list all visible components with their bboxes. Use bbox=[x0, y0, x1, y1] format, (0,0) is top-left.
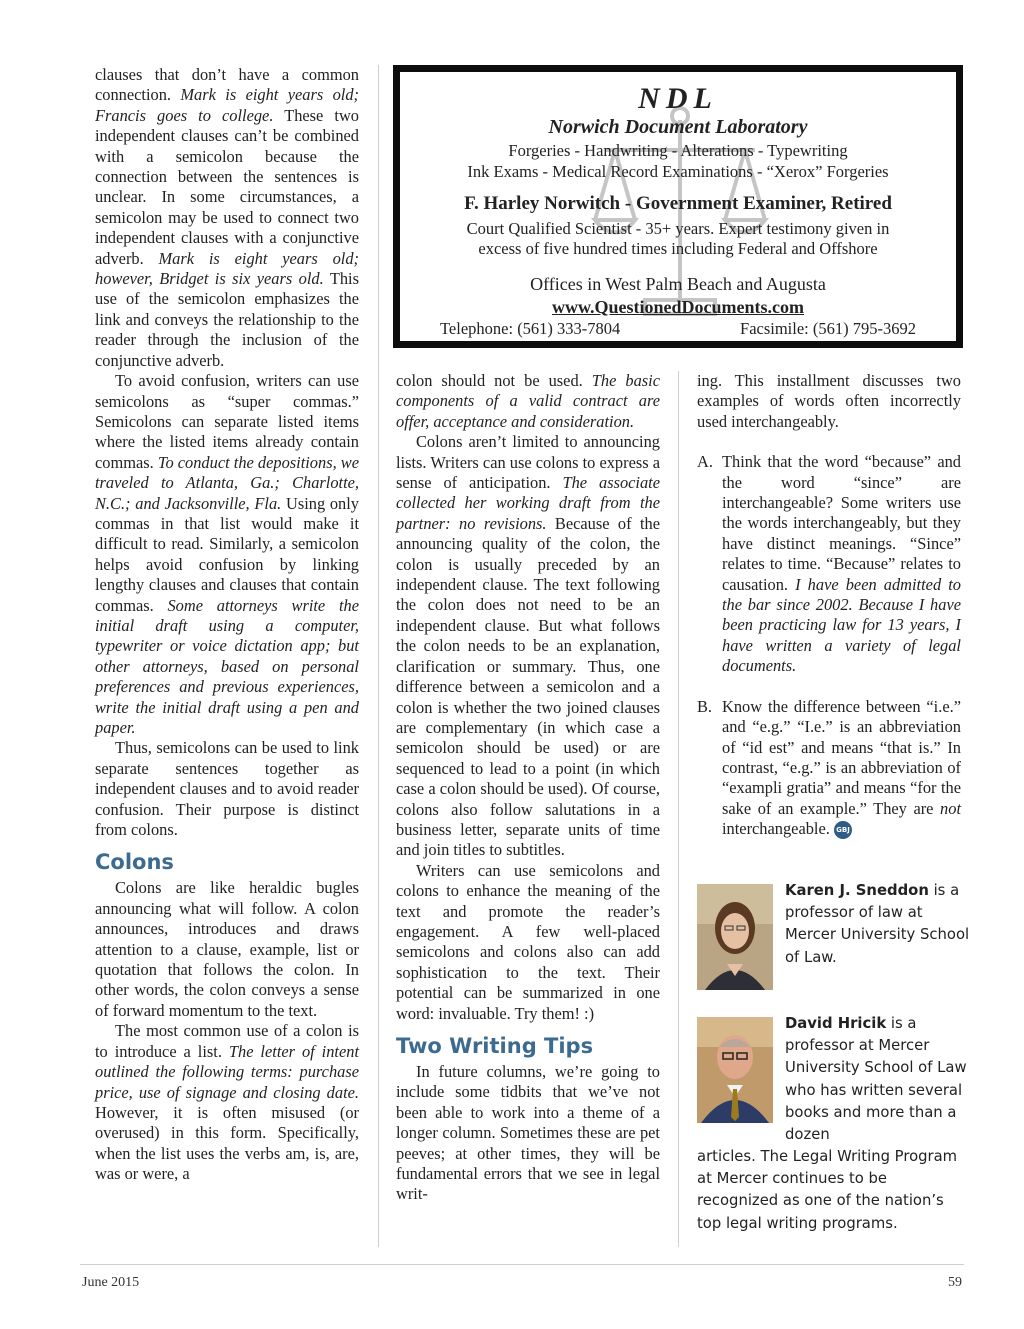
credentials-line: excess of five hundred times including Federal and Offshore bbox=[478, 239, 878, 258]
author-photo-sneddon bbox=[697, 884, 773, 990]
author-bio-sneddon: Karen J. Sneddon is a professor of law at Mercer University School of Law. bbox=[785, 882, 970, 966]
services-line: Forgeries - Handwriting - Alterations - Typewriting bbox=[508, 141, 848, 160]
list-item-b: B. Know the difference between “i.e.” and “e.g.” “I.e.” is an abbreviation of “id est” and means “that is.” In contrast, “e.g.” is an abbreviation of “exampli gratia” and means “for the sake of an example.” They are not interchangeable. GBJ bbox=[697, 696, 961, 839]
footer-divider bbox=[80, 1264, 964, 1265]
paragraph: Colons are like heraldic bugles announcing what will follow. A colon announces, introduces and draws attention to a clause, example, list or quotation that follows the colon. In other words, the colon conveys a sense of forward momentum to the text. bbox=[95, 878, 359, 1020]
article-column-2 bbox=[396, 371, 660, 1205]
column-divider bbox=[378, 65, 379, 1247]
column-divider bbox=[678, 371, 679, 1247]
paragraph: colon should not be used. The basic components of a valid contract are offer, acceptance and consideration. bbox=[396, 371, 660, 431]
author-bio-hricik-continued: articles. The Legal Writing Program at Mercer continues to be recognized as one of the nation’s top legal writing programs. bbox=[697, 1148, 958, 1232]
paragraph: To avoid confusion, writers can use semicolons as “super commas.” Semicolons can separate listed items where the listed items already contain commas. To conduct the depositions, we traveled to Atlanta, Ga.; Charlotte, N.C.; and Jacksonville, Fla. Using only commas in that list would make it difficult to read. Similarly, a semicolon helps avoid confusion by linking lengthy clauses and clauses that contain commas. Some attorneys write the initial draft using a computer, typewriter or voice dictation app; but other attorneys, based on personal preferences and previous experiences, write the initial draft using a pen and paper. bbox=[95, 371, 360, 737]
paragraph: Colons aren’t limited to announcing lists. Writers can use colons to express a sense of anticipation. The associate collected her working draft from the partner: no revisions. Because of the announcing quality of the colon, the colon is usually preceded by an independent clause. The text following the colon does not need to be an independent clause. But what follows the colon needs to be an explanation, clarification or summary. Thus, one difference between a semicolon and a colon is whether the two joined clauses are complementary (in which case a semicolon should be used) or are sequenced to lead to a point (in which case a colon should be used). Of course, colons also follow salutations in a business letter, separate units of time and join titles to subtitles. bbox=[396, 432, 661, 860]
website-link[interactable]: www.QuestionedDocuments.com bbox=[552, 297, 804, 317]
page-number: 59 bbox=[948, 1275, 962, 1290]
section-heading-colons: Colons bbox=[95, 850, 174, 875]
paragraph: The most common use of a colon is to introduce a list. The letter of intent outlined the following terms: purchase price, use of signage and closing date. However, it is often misused (or overused) in this form. Specifically, when the list uses the verbs am, is, are, was or were, a bbox=[95, 1021, 360, 1184]
list-marker: B. bbox=[697, 696, 713, 716]
article-column-3 bbox=[697, 371, 961, 840]
paragraph: Thus, semicolons can be used to link separate sentences together as independent clauses and to avoid reader confusion. Their purpose is distinct from colons. bbox=[95, 738, 359, 840]
services-line: Ink Exams - Medical Record Examinations - “Xerox” Forgeries bbox=[467, 162, 889, 181]
paragraph: ing. This installment discusses two examples of words often incorrectly used interchangeably. bbox=[697, 371, 961, 431]
ndl-logo: NDL bbox=[638, 82, 718, 115]
facsimile: Facsimile: (561) 795-3692 bbox=[740, 319, 916, 338]
list-marker: A. bbox=[697, 452, 713, 472]
offices-line: Offices in West Palm Beach and Augusta bbox=[530, 274, 826, 294]
examiner-name: F. Harley Norwitch - Government Examiner, Retired bbox=[464, 193, 892, 214]
ndl-advertisement bbox=[393, 65, 963, 348]
section-heading-two-writing-tips: Two Writing Tips bbox=[396, 1034, 594, 1058]
issue-date: June 2015 bbox=[82, 1275, 140, 1290]
paragraph: clauses that don’t have a common connection. Mark is eight years old; Francis goes to college. These two independent clauses can’t be combined with a semicolon because the connection between the sentences is unclear. In some circumstances, a semicolon may be used to connect two independent clauses with a conjunctive adverb. Mark is eight years old; however, Bridget is six years old. This use of the semicolon emphasizes the link and conveys the relationship to the reader through the inclusion of the conjunctive adverb. bbox=[95, 65, 359, 370]
gbj-end-mark-icon: GBJ bbox=[834, 821, 852, 839]
telephone: Telephone: (561) 333-7804 bbox=[440, 319, 621, 338]
paragraph: In future columns, we’re going to include some tidbits that we’ve not been able to work into a theme of a longer column. Sometimes these are pet peeves; at other times, they will be fundamental errors that we see in legal writ- bbox=[396, 1062, 660, 1204]
article-column-1 bbox=[95, 65, 359, 1185]
list-item-a: A. Think that the word “because” and the word “since” are interchangeable? Some writers use the words interchangeably, but they have distinct meanings. “Since” relates to time. “Because” relates to causation. I have been admitted to the bar since 2002. Because I have been practicing law for 13 years, I have written a variety of legal documents. bbox=[697, 452, 961, 676]
paragraph: Writers can use semicolons and colons to enhance the meaning of the text and promote the reader’s engagement. A few well-placed semicolons and colons also can add sophistication to the text. Their potential can be summarized in one word: invaluable. Try them! :) bbox=[396, 860, 660, 1023]
lab-name: Norwich Document Laboratory bbox=[548, 116, 808, 138]
author-bio-hricik: David Hricik is a professor at Mercer University School of Law who has written several books and more than a dozen bbox=[785, 1015, 967, 1144]
author-photo-hricik bbox=[697, 1017, 773, 1123]
credentials-line: Court Qualified Scientist - 35+ years. Expert testimony given in bbox=[466, 219, 890, 238]
